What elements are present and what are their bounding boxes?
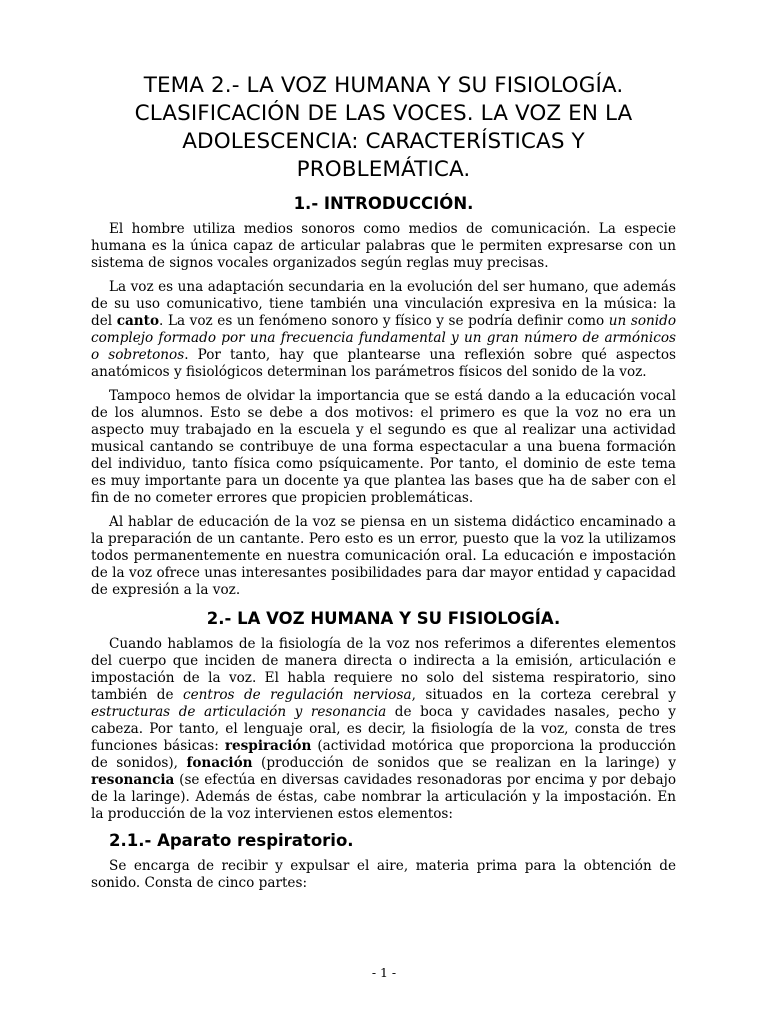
paragraph-text: Se encarga de recibir y expulsar el aire, materia prima para la obtención de sonido. Consta de cinco partes:: [91, 858, 676, 891]
paragraph-text: La voz es una adaptación secundaria en la evolución del ser humano, que además de su uso comunicativo, tiene también una vinculación expresiva en la música: la del: [91, 279, 676, 329]
subsection-heading-aparato-respiratorio: 2.1.- Aparato respiratorio.: [109, 831, 354, 850]
bold-term-respiracion: respiración: [224, 738, 312, 754]
paragraph-text: , situados en la corteza cerebral y: [411, 687, 676, 703]
document-page: [91, 72, 676, 899]
document-title: [91, 72, 676, 184]
paragraph-text: (actividad motórica que proporciona la producción de sonidos),: [91, 738, 676, 771]
section-heading-voz-humana: 2.- LA VOZ HUMANA Y SU FISIOLOGÍA.: [206, 609, 561, 628]
paragraph-text: El hombre utiliza medios sonoros como medios de comunicación. La especie humana es la única capaz de articular palabras que le permiten expresarse con un sistema de signos vocales organizados según reglas muy precisas.: [91, 221, 676, 271]
paragraph-text: (producción de sonidos que se realizan en la laringe) y: [252, 755, 676, 771]
italic-term: centros de regulación nerviosa: [182, 687, 412, 703]
section-heading-introduccion: 1.- INTRODUCCIÓN.: [293, 194, 474, 213]
paragraph-text: (se efectúa en diversas cavidades resonadoras por encima y por debajo de la laringe). Además de éstas, cabe nombrar la articulación y la impostación. En la producción de la voz intervienen estos elementos:: [91, 772, 676, 822]
title-line: TEMA 2.- LA VOZ HUMANA Y SU FISIOLOGÍA.: [143, 73, 624, 98]
paragraph-text: Tampoco hemos de olvidar la importancia que se está dando a la educación vocal de los alumnos. Esto se debe a dos motivos: el primero es que la voz no era un aspecto muy trabajado en la escuela y el segundo es que al realizar una actividad musical cantando se contribuye de una forma espectacular a una buena formación del individuo, tanto física como psíquicamente. Por tanto, el dominio de este tema es muy importante para un docente ya que plantea las bases que ha de saber con el fin de no cometer errores que propicien problemáticas.: [91, 388, 676, 506]
paragraph-text: de boca y cavidades nasales, pecho y cabeza. Por tanto, el lenguaje oral, es decir, la fisiología de la voz, consta de tres funciones básicas:: [91, 704, 676, 754]
paragraph-text: Cuando hablamos de la fisiología de la voz nos referimos a diferentes elementos del cuerpo que inciden de manera directa o indirecta a la emisión, articulación e impostación de la voz. El habla requiere no solo del sistema respiratorio, sino también de: [91, 636, 676, 703]
paragraph-4: [91, 514, 676, 599]
bold-term-resonancia: resonancia: [91, 772, 175, 788]
title-line: PROBLEMÁTICA.: [296, 157, 471, 182]
paragraph-text: . Por tanto, hay que plantearse una reflexión sobre qué aspectos anatómicos y fisiológicos determinan los parámetros físicos del sonido de la voz.: [91, 347, 676, 380]
bold-term-fonacion: fonación: [186, 755, 253, 771]
italic-term: estructuras de articulación y resonancia: [91, 704, 387, 720]
bold-term-canto: canto: [116, 313, 160, 329]
paragraph-2: [91, 279, 676, 381]
paragraph-6: [91, 858, 676, 892]
title-line: ADOLESCENCIA: CARACTERÍSTICAS Y: [182, 129, 585, 154]
paragraph-5: [91, 636, 676, 823]
page-number: - 1 -: [371, 965, 397, 980]
paragraph-text: . La voz es un fenómeno sonoro y físico y se podría definir como: [159, 313, 609, 329]
paragraph-text: Al hablar de educación de la voz se piensa en un sistema didáctico encaminado a la preparación de un cantante. Pero esto es un error, puesto que la voz la utilizamos todos permanentemente en nuestra comunicación oral. La educación e impostación de la voz ofrece unas interesantes posibilidades para dar mayor entidad y capacidad de expresión a la voz.: [91, 514, 676, 598]
paragraph-1: [91, 221, 676, 272]
title-line: CLASIFICACIÓN DE LAS VOCES. LA VOZ EN LA: [134, 101, 633, 126]
italic-definition: un sonido complejo formado por una frecuencia fundamental y un gran número de armónicos o sobretonos: [91, 313, 677, 363]
paragraph-3: [91, 388, 676, 507]
